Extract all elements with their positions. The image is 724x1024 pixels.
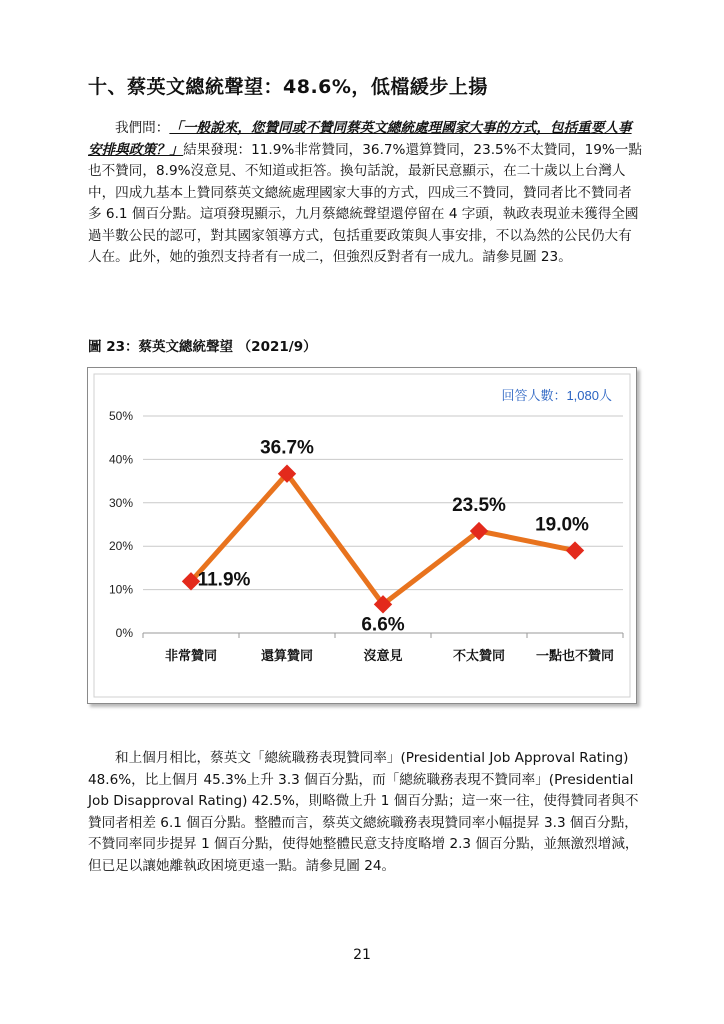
data-label: 19.0% xyxy=(535,514,589,536)
x-category-label: 沒意見 xyxy=(363,648,403,663)
paragraph-2-text: 和上個月相比，蔡英文「總統職務表現贊同率」(Presidential Job Approval Rating) 48.6%，比上個月 45.3%上升 3.3 個百分點，而「總統職務表現不贊同率」(Presidential Job Disapproval Rating) 42.5%，則略微上升 1 個百分點；這一來一往，使得贊同者與不贊同者相差 6.1 個百分點。整體而言，蔡英文總統職務表現贊同率小幅提昇 3.3 個百分點，不贊同率同步提昇 1 個百分點，使得她整體民意支持度略增 2.3 個百分點，並無激烈增減，但已足以讓她離執政困境更遠一點。請參見圖 24。 xyxy=(88,750,639,874)
survey-question: 「一般說來，您贊同或不贊同蔡英文總統處理國家大事的方式，包括重要人事安排與政策？」 xyxy=(88,120,632,158)
x-category-label: 還算贊同 xyxy=(260,648,314,663)
y-tick-label: 20% xyxy=(108,539,133,554)
paragraph-1 xyxy=(88,118,644,269)
y-tick-label: 40% xyxy=(108,452,133,467)
x-axis-categories xyxy=(143,633,623,663)
chart-frame xyxy=(87,367,637,704)
y-tick-label: 50% xyxy=(108,409,133,423)
data-label: 11.9% xyxy=(197,569,251,591)
data-label: 23.5% xyxy=(452,495,506,517)
paragraph-1-lead: 我們問： xyxy=(115,120,170,136)
y-tick-label: 0% xyxy=(115,626,133,640)
figure-caption: 圖 23：蔡英文總統聲望 （2021/9） xyxy=(88,339,317,355)
data-point-marker xyxy=(566,541,584,559)
y-tick-label: 30% xyxy=(108,495,133,510)
data-label: 6.6% xyxy=(361,614,405,636)
line-chart xyxy=(88,368,636,703)
paragraph-1-body: 結果發現：11.9%非常贊同，36.7%還算贊同，23.5%不太贊同，19%一點也不贊同，8.9%沒意見、不知道或拒答。換句話說，最新民意顯示，在二十歲以上台灣人中，四成九基本上贊同蔡英文總統處理國家大事的方式，四成三不贊同，贊同者比不贊同者多 6.1 個百分點。這項發現顯示，九月蔡總統聲望還停留在 4 字頭，執政表現並未獲得全國過半數公民的認可，對其國家領導方式，包括重要政策與人事安排，不以為然的公民仍大有人在。此外，她的強烈支持者有一成二，但強烈反對者有一成九。請參見圖 23。 xyxy=(88,141,642,265)
x-category-label: 非常贊同 xyxy=(164,648,218,663)
data-labels xyxy=(198,438,589,636)
x-category-label: 不太贊同 xyxy=(452,648,506,663)
y-axis-ticks xyxy=(109,409,133,640)
respondent-count: 回答人數：1,080人 xyxy=(501,388,612,403)
data-label: 36.7% xyxy=(260,437,314,459)
x-category-label: 一點也不贊同 xyxy=(535,648,615,663)
page-number: 21 xyxy=(353,947,371,963)
section-heading: 十、蔡英文總統聲望：48.6%，低檔緩步上揚 xyxy=(88,76,488,98)
y-tick-label: 10% xyxy=(108,582,133,597)
paragraph-2 xyxy=(88,748,644,877)
